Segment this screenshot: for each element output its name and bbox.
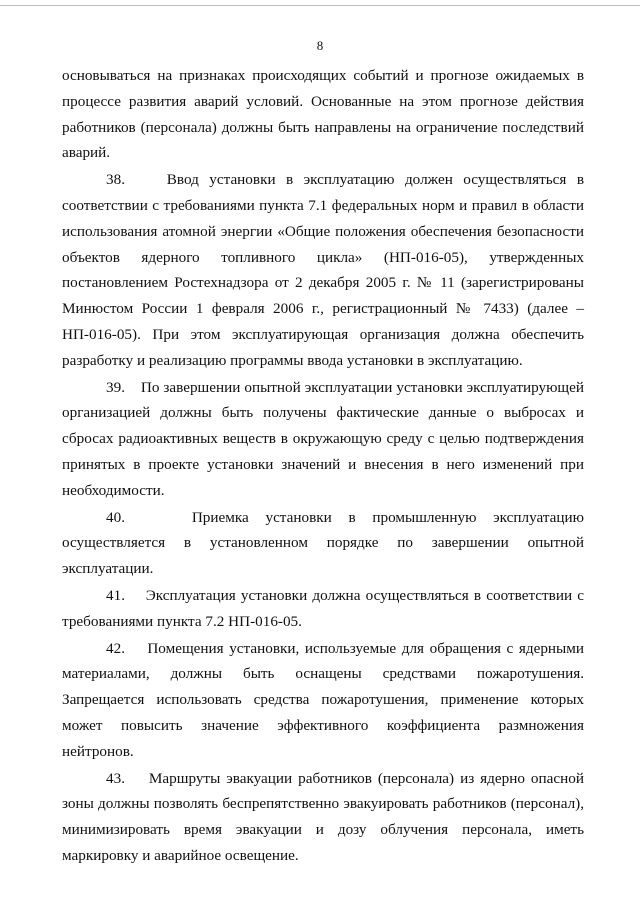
- top-edge-line: [0, 5, 640, 6]
- paragraph-43: 43. Маршруты эвакуации работников (персонала) из ядерно опасной зоны должны позволять беспрепятственно эвакуировать работников (персонал), минимизировать время эвакуации и дозу облучения персонала, иметь маркировку и аварийное освещение.: [62, 769, 584, 864]
- paragraph-38: 38. Ввод установки в эксплуатацию должен осуществляться в соответствии с требованиями пункта 7.1 федеральных норм и правил в области использования атомной энергии «Общие положения обеспечения безопасности объектов ядерного топливного цикла» (НП-016-05), утвержденных постановлением Ростехнадзора от 2 декабря 2005 г. № 11 (зарегистрированы Минюстом России 1 февраля 2006 г., регистрационный № 7433) (далее – НП-016-05). При этом эксплуатирующая организация должна обеспечить разработку и реализацию программы ввода установки в эксплуатацию.: [62, 171, 584, 369]
- page-number: 8: [316, 38, 324, 53]
- paragraph-40: 40. Приемка установки в промышленную эксплуатацию осуществляется в установленном порядке по завершении опытной эксплуатации.: [62, 508, 584, 578]
- paragraph-42: 42. Помещения установки, используемые для обращения с ядерными материалами, должны быть оснащены средствами пожаротушения. Запрещается использовать средства пожаротушения, применение которых может повысить значение эффективного коэффициента размножения нейтронов.: [62, 639, 584, 760]
- paragraph-41: 41. Эксплуатация установки должна осуществляться в соответствии с требованиями пункта 7.2 НП-016-05.: [62, 586, 584, 630]
- paragraph-39: 39. По завершении опытной эксплуатации установки эксплуатирующей организацией должны быть получены фактические данные о выбросах и сбросах радиоактивных веществ в окружающую среду с целью подтверждения принятых в проекте установки значений и внесения в него изменений при необходимости.: [62, 378, 584, 499]
- document-body: [62, 63, 584, 869]
- paragraph-continuation: основываться на признаках происходящих событий и прогнозе ожидаемых в процессе развития аварий условий. Основанные на этом прогнозе действия работников (персонала) должны быть направлены на ограничение последствий аварий.: [62, 67, 584, 162]
